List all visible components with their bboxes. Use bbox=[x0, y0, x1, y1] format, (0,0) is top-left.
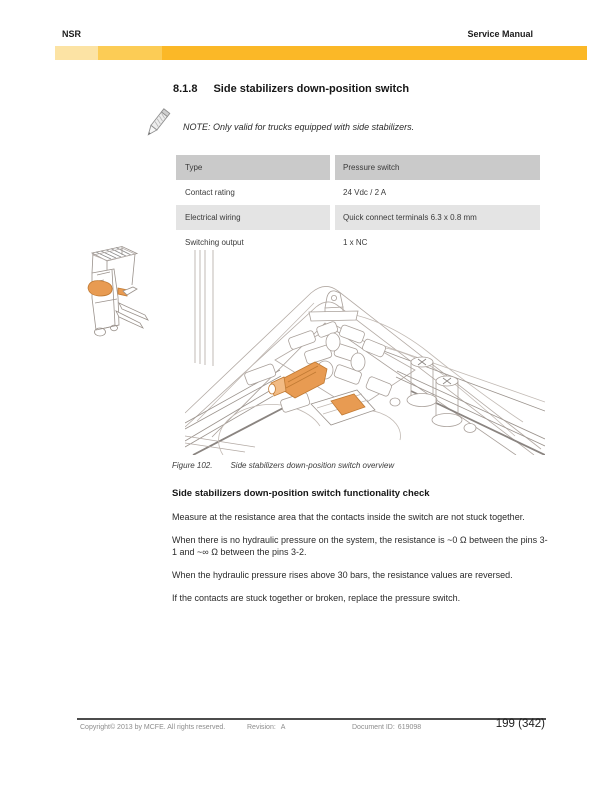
switch-overview-illustration bbox=[185, 250, 545, 455]
spec-label: Electrical wiring bbox=[176, 205, 330, 230]
accent-bar-segment-dark bbox=[162, 46, 587, 60]
spec-label: Switching output bbox=[185, 238, 244, 247]
page-number: 199 (342) bbox=[495, 718, 545, 730]
paragraph: When the hydraulic pressure rises above 30 bars, the resistance values are reversed. bbox=[172, 570, 513, 580]
table-row bbox=[176, 205, 540, 230]
document-id-value: 619098 bbox=[397, 724, 422, 731]
header-document-title: Service Manual bbox=[467, 29, 533, 39]
figure-caption bbox=[172, 461, 394, 470]
accent-bar-segment-light bbox=[55, 46, 98, 60]
table-row bbox=[176, 180, 540, 205]
functionality-check-heading: Side stabilizers down-position switch functionality check bbox=[172, 488, 430, 499]
header-model-code: NSR bbox=[62, 29, 82, 39]
footer-document-id bbox=[352, 724, 421, 731]
footer-revision bbox=[247, 724, 285, 731]
spec-value: Pressure switch bbox=[335, 155, 540, 180]
header-accent-bar bbox=[55, 46, 587, 60]
revision-label: Revision: bbox=[247, 724, 276, 731]
spec-table bbox=[176, 155, 540, 255]
spec-label: Contact rating bbox=[185, 188, 235, 197]
note-text: NOTE: Only valid for trucks equipped with side stabilizers. bbox=[183, 122, 415, 132]
pencil-icon bbox=[145, 107, 172, 143]
section-heading bbox=[173, 83, 409, 95]
truck-thumbnail-illustration bbox=[79, 243, 151, 341]
footer-copyright: Copyright© 2013 by MCFE. All rights reserved. bbox=[80, 724, 226, 731]
table-row bbox=[176, 155, 540, 180]
section-title: Side stabilizers down-position switch bbox=[213, 83, 410, 95]
figure-label: Figure 102. bbox=[172, 461, 213, 470]
accent-bar-segment-mid bbox=[98, 46, 162, 60]
footer-divider bbox=[77, 718, 546, 720]
paragraph: Measure at the resistance area that the contacts inside the switch are not stuck together. bbox=[172, 512, 525, 522]
figure-caption-text: Side stabilizers down-position switch overview bbox=[230, 461, 395, 470]
spec-value: 1 x NC bbox=[343, 238, 368, 247]
spec-label: Type bbox=[176, 155, 330, 180]
switch-label-highlight bbox=[311, 390, 375, 425]
revision-value: A bbox=[280, 724, 286, 731]
pressure-switch-highlight bbox=[269, 362, 327, 398]
paragraph: If the contacts are stuck together or broken, replace the pressure switch. bbox=[172, 593, 461, 603]
document-id-label: Document ID: bbox=[352, 724, 395, 731]
body-paragraphs bbox=[172, 511, 548, 615]
paragraph: When there is no hydraulic pressure on the system, the resistance is ~0 Ω between the pins 3-1 and ~∞ Ω between the pins 3-2. bbox=[172, 535, 548, 557]
spec-value: Quick connect terminals 6.3 x 0.8 mm bbox=[335, 205, 540, 230]
section-number: 8.1.8 bbox=[173, 83, 198, 95]
spec-value: 24 Vdc / 2 A bbox=[343, 188, 387, 197]
